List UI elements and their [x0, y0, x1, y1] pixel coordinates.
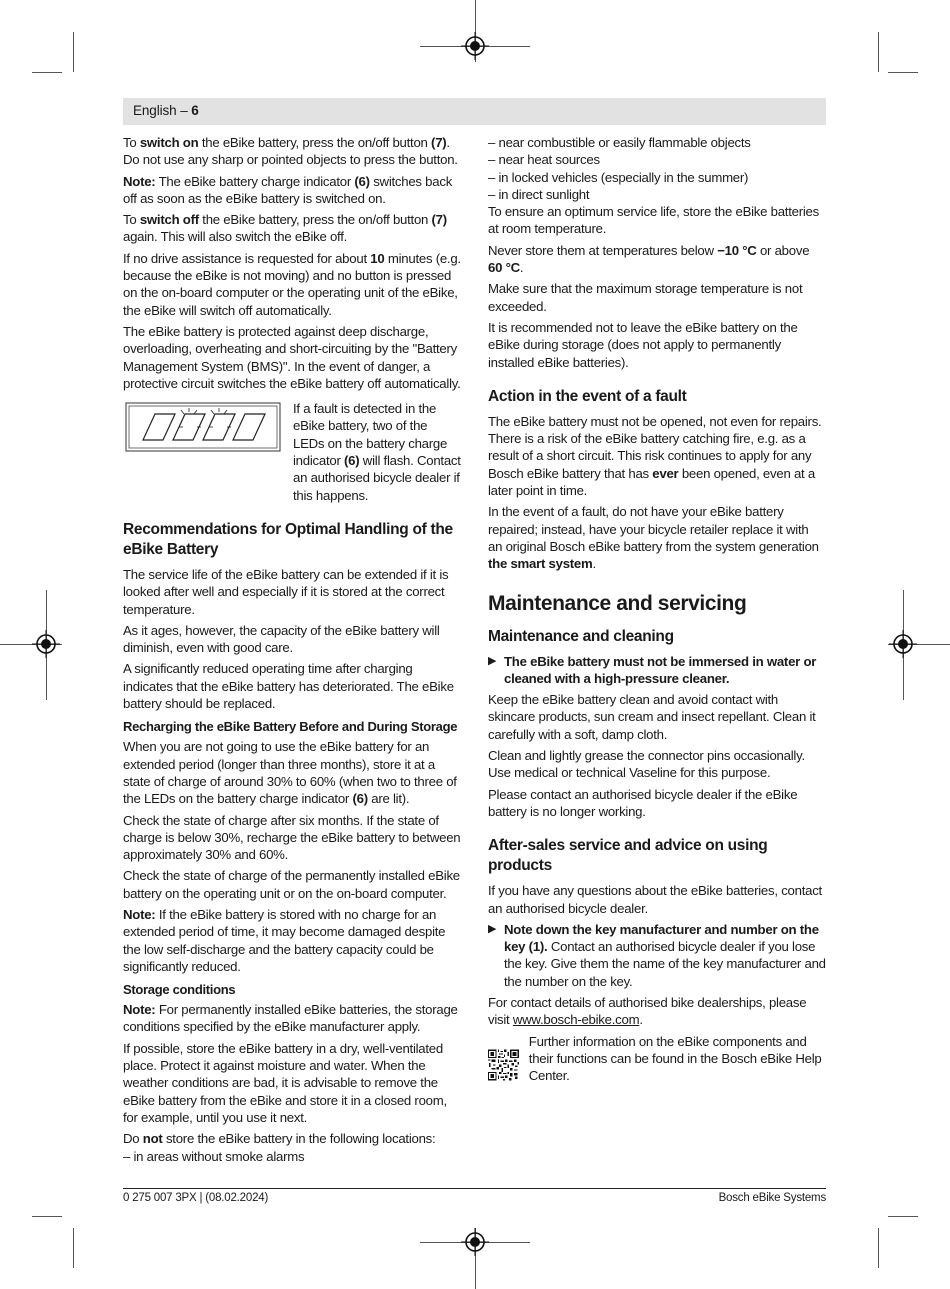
arrow-right-icon: ▶ [488, 922, 497, 935]
paragraph-storage-on-ebike: It is recommended not to leave the eBike battery on the eBike during storage (does not apply to permanently installed eBike batteries). [488, 319, 798, 370]
paragraph-check-charge: Check the state of charge after six months. If the state of charge is below 30%, recharge the eBike battery to between approximately 30% and 60%. [123, 812, 461, 863]
paragraph-keep-clean: Keep the eBike battery clean and avoid contact with skincare products, sun cream and insect repellant. Clean it carefully with a soft, damp cloth. [488, 692, 816, 742]
paragraph-switch-on: To switch on the eBike battery, press the on/off button (7). Do not use any sharp or pointed objects to press the button. [123, 135, 458, 168]
header-separator: – [176, 103, 192, 118]
crop-mark [32, 1216, 62, 1217]
paragraph-check-installed: Check the state of charge of the permanently installed eBike battery on the operating unit or on the on-board computer. [123, 868, 460, 901]
paragraph-do-not-store: Do not store the eBike battery in the following locations: [123, 1131, 436, 1147]
paragraph-dry-place: If possible, store the eBike battery in a dry, well-ventilated place. Protect it against moisture and water. When the weather conditions are bad, it is advisable to remove the eBike battery from the eBike and store it in a closed room, for example, until you use it next. [123, 1040, 447, 1125]
paragraph-replace-battery: In the event of a fault, do not have your eBike battery repaired; instead, have your bicycle retailer replace it with an original Bosch eBike battery from the system generation the smart system. [488, 504, 819, 572]
crop-mark [878, 1228, 879, 1268]
paragraph-temperature-limits: Never store them at temperatures below −10 °C or above 60 °C. [488, 242, 810, 276]
registration-mark-icon [32, 630, 60, 658]
list-item: – in areas without smoke alarms [123, 1148, 305, 1164]
arrow-right-icon: ▶ [488, 654, 497, 667]
paragraph-bms: The eBike battery is protected against deep discharge, overloading, overheating and short-circuiting by the "Battery Management System (BMS)". In the event of danger, a protective circuit switches the eBike battery off automatically. [123, 323, 461, 391]
list-item: – near combustible or easily flammable objects [488, 135, 751, 150]
heading-after-sales: After-sales service and advice on using products [488, 837, 768, 875]
qr-row [488, 1033, 826, 1097]
paragraph-questions: If you have any questions about the eBike batteries, contact an authorised bicycle dealer. [488, 883, 822, 916]
paragraph-operating-time: A significantly reduced operating time after charging indicates that the eBike battery has deteriorated. The eBike battery should be replaced. [123, 661, 454, 712]
paragraph-contact-dealer: Please contact an authorised bicycle dealer if the eBike battery is no longer working. [488, 786, 798, 819]
crop-mark [888, 1216, 918, 1217]
paragraph-do-not-open: The eBike battery must not be opened, not even for repairs. There is a risk of the eBike battery catching fire, e.g. as a result of a short circuit. This risk continues to apply for any Bosch eBike battery that has ever been opened, even at a later point in time. [488, 413, 822, 499]
paragraph-grease-pins: Clean and lightly grease the connector pins occasionally. Use medical or technical Vaseline for this purpose. [488, 748, 805, 781]
header-language: English [133, 103, 177, 118]
warning-key-number: ▶ Note down the key manufacturer and number on the key (1). Contact an authorised bicycle dealer if you lose the key. Give them the name of the key manufacturer and the number on the key. [488, 921, 826, 989]
heading-storage-conditions: Storage conditions [123, 982, 236, 998]
crop-mark [32, 72, 62, 73]
flashing-led-indicator-icon [123, 400, 283, 454]
note-storage: Note: For permanently installed eBike batteries, the storage conditions specified by the eBike manufacturer apply. [123, 1002, 458, 1035]
paragraph-auto-off: If no drive assistance is requested for about 10 minutes (e.g. because the eBike is not moving) and no button is pressed on the on-board computer or the operating unit of the eBike, the eBike will switch off automatically. [123, 250, 461, 318]
crop-mark [878, 32, 879, 72]
heading-maintenance-cleaning: Maintenance and cleaning [488, 627, 674, 645]
heading-maintenance-servicing: Maintenance and servicing [488, 591, 747, 615]
list-item: – near heat sources [488, 152, 600, 168]
note-charge-indicator: Note: The eBike battery charge indicator (6) switches back off as soon as the eBike battery is switched on. [123, 173, 453, 206]
document-number: 0 275 007 3PX | (08.02.2024) [123, 1192, 269, 1204]
left-column [123, 134, 461, 1165]
warning-immersion: ▶ The eBike battery must not be immersed in water or cleaned with a high-pressure cleaner. [488, 653, 817, 686]
registration-mark-icon [461, 32, 489, 60]
bosch-ebike-link[interactable]: www.bosch-ebike.com [512, 1012, 640, 1028]
paragraph-switch-off: To switch off the eBike battery, press the on/off button (7) again. This will also switch the eBike off. [123, 212, 447, 245]
heading-recommendations: Recommendations for Optimal Handling of the eBike Battery [123, 520, 453, 558]
paragraph-extended-storage: When you are not going to use the eBike battery for an extended period (longer than three months), store it at a state of charge of around 30% to 60% (when two to three of the LEDs on the battery charge indicator (6) are lit). [123, 739, 457, 807]
registration-mark-icon [461, 1228, 489, 1256]
list-item: – in direct sunlight [488, 186, 590, 202]
registration-mark-icon [889, 630, 917, 658]
page-header [123, 98, 826, 125]
paragraph-capacity: As it ages, however, the capacity of the eBike battery will diminish, even with good care. [123, 622, 440, 656]
qr-code-icon[interactable] [488, 1033, 519, 1097]
heading-fault-action: Action in the event of a fault [488, 387, 687, 405]
paragraph-max-temperature: Make sure that the maximum storage temperature is not exceeded. [488, 281, 803, 314]
qr-description: Further information on the eBike components and their functions can be found in the Bosch eBike Help Center. [528, 1033, 822, 1084]
paragraph-service-life: The service life of the eBike battery can be extended if it is looked after well and especially if it is stored at the correct temperature. [123, 566, 449, 617]
list-item: – in locked vehicles (especially in the summer) [488, 169, 749, 185]
fault-figure-row [123, 400, 461, 504]
company-name: Bosch eBike Systems [718, 1192, 826, 1204]
page-number: 6 [191, 103, 199, 118]
page-header-text [133, 103, 199, 118]
note-no-charge: Note: If the eBike battery is stored with no charge for an extended period of time, it may become damaged despite the low self-discharge and the battery capacity could be significantly reduced. [123, 906, 446, 974]
crop-mark [73, 1228, 74, 1268]
right-column [488, 134, 826, 1097]
footer-divider [123, 1188, 826, 1189]
paragraph-contact-details: For contact details of authorised bike dealerships, please visit www.bosch-ebike.com. [488, 994, 807, 1028]
paragraph-room-temperature: To ensure an optimum service life, store the eBike batteries at room temperature. [488, 204, 819, 237]
crop-mark [888, 72, 918, 73]
fault-text: If a fault is detected in the eBike battery, two of the LEDs on the battery charge indicator (6) will flash. Contact an authorised bicycle dealer if this happens. [293, 401, 461, 503]
heading-recharging: Recharging the eBike Battery Before and During Storage [123, 719, 458, 735]
crop-mark [73, 32, 74, 72]
